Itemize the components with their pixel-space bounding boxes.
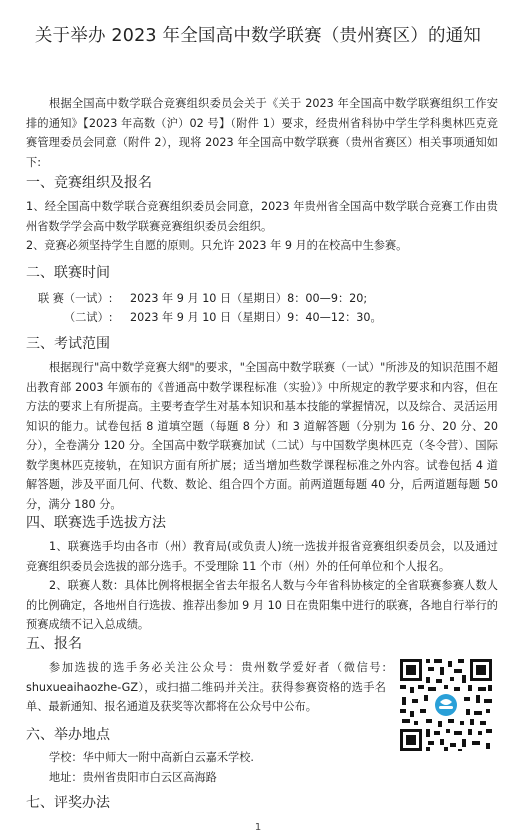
document-title: 关于举办 2023 年全国高中数学联赛（贵州赛区）的通知 [34, 26, 482, 46]
section-3-paragraph: 根据现行"高中数学竞赛大纲"的要求，"全国高中数学联赛（一试）"所涉及的知识范围不超出教育部 2003 年颁布的《普通高中数学课程标准（实验）》中所规定的教学要求和内容，但在方法的要求上有所提高。主要考查学生对基本知识和基本技能的掌握情况，以及综合、灵活运用知识的能力。试卷包括 8 道填空题（每题 8 分）和 3 道解答题（分别为 16 分、20 分、20 分），全卷满分 120 分。全国高中数学联赛加试（二试）与中国数学奥林匹克（冬令营）、国际数学奥林匹克接轨，在知识方面有所扩展；适当增加些数学课程标准之外内容。试卷包括 4 道解答题，涉及平面几何、代数、数论、组合四个方面。前两道题每题 40 分，后两道题每题 50 分，满分 180 分。 [26, 361, 498, 511]
section-1-heading: 一、竞赛组织及报名 [26, 175, 152, 191]
section-2-heading: 二、联赛时间 [26, 265, 110, 281]
section-4-paragraph-2: 2、联赛人数：具体比例将根据全省去年报名人数与今年省科协核定的全省联赛参赛人数人的比例确定，各地州自行选拔、推荐出参加 9 月 10 日在贵阳集中进行的联赛，各地自行举行的预赛成绩不记入总成绩。 [26, 579, 498, 631]
schedule-time-1: 2023 年 9 月 10 日（星期日）8：00—9：20; [130, 292, 368, 305]
schedule-label-1: 联 赛（一试）: [38, 292, 113, 305]
section-7-heading: 七、评奖办法 [26, 795, 110, 811]
schedule-time-2: 2023 年 9 月 10 日（星期日）9：40—12：30。 [130, 311, 382, 324]
section-4-paragraph-1: 1、联赛选手均由各市（州）教育局(或负责人)统一选拔并报省竞赛组织委员会，以及通过竞赛组织委员会选拔的部分选手。不受理除 11 个市（州）外的任何单位和个人报名。 [26, 540, 498, 573]
qr-code-icon[interactable] [398, 657, 494, 753]
section-1-paragraph-2: 2、竞赛必须坚持学生自愿的原则。只允许 2023 年 9 月的在校高中生参赛。 [26, 239, 408, 252]
schedule-label-2: （二试）: [64, 311, 113, 324]
section-3-heading: 三、考试范围 [26, 336, 110, 352]
section-4-heading: 四、联赛选手选拔方法 [26, 515, 166, 531]
section-1-paragraph-1: 1、经全国高中数学联合竞赛组织委员会同意，2023 年贵州省全国高中数学联合竞赛工作由贵州省数学学会高中数学联赛竞赛组织委员会组织。 [26, 200, 498, 233]
venue-address: 地址：贵州省贵阳市白云区高海路 [49, 771, 217, 784]
page-number: 1 [254, 822, 262, 833]
intro-paragraph: 根据全国高中数学联合竞赛组织委员会关于《关于 2023 年全国高中数学联赛组织工作安排的通知》【2023 年高数（沪）02 号】（附件 1）要求，经贵州省科协中学生学科奥林匹克竞赛管理委员会同意（附件 2），现将 2023 年全国高中数学联赛（贵州省赛区）相关事项通知如下: [26, 97, 498, 169]
section-6-heading: 六、举办地点 [26, 727, 110, 743]
section-5-paragraph: 参加选拔的选手务必关注公众号：贵州数学爱好者（微信号: shuxueaihaozhe-GZ），或扫描二维码并关注。获得参赛资格的选手名单、最新通知、报名通道及获奖等次都将在公众号中公布。 [26, 661, 386, 713]
venue-school: 学校：华中师大一附中高新白云嘉禾学校. [49, 751, 254, 764]
section-5-heading: 五、报名 [26, 636, 82, 652]
